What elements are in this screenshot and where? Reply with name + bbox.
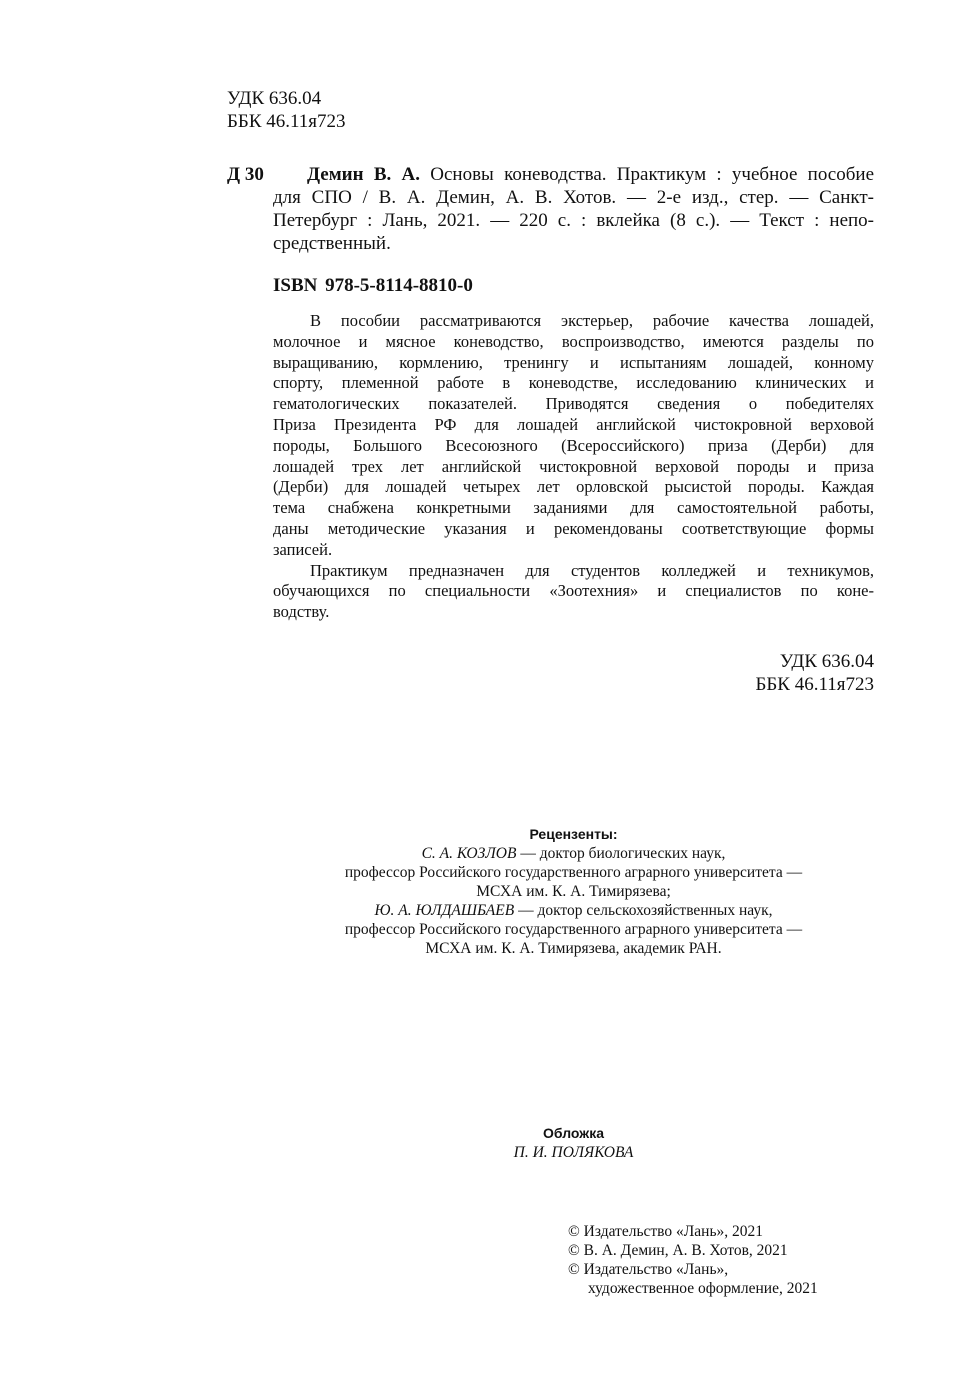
copyright-2: © В. А. Демин, А. В. Хотов, 2021	[568, 1242, 788, 1259]
reviewer-2-line-1	[273, 901, 874, 920]
abstract-line: тема снабжена конкретными заданиями для самостоятельной работы,	[273, 498, 874, 518]
cover-heading: Обложка	[543, 1125, 604, 1141]
reviewer-1-line-2: профессор Российского государственного аграрного университета —	[344, 864, 803, 881]
abstract-paragraph-2	[273, 561, 874, 623]
catalog-title: Основы коневодства. Практикум : учебное пособие	[430, 164, 875, 185]
catalog-author: Демин В. А.	[307, 164, 420, 185]
copyright-3: © Издательство «Лань»,	[568, 1261, 729, 1278]
udk-top: УДК 636.04	[227, 88, 322, 109]
isbn: ISBN 978-5-8114-8810-0	[273, 275, 473, 296]
abstract-line: лошадей трех лет английской чистокровной верховой породы и приза	[273, 456, 874, 476]
abstract-line: спорту, племенной работе в коневодстве, исследованию клинических и	[273, 373, 874, 393]
abstract-line: записей.	[273, 539, 333, 559]
abstract-line: Приза Президента РФ для лошадей английской чистокровной верховой	[273, 414, 874, 434]
catalog-line-1	[307, 163, 874, 186]
abstract-line: В пособии рассматриваются экстерьер, рабочие качества лошадей,	[310, 311, 874, 330]
abstract-line: даны методические указания и рекомендованы соответствующие формы	[273, 518, 874, 538]
reviewer-2-line-3: МСХА им. К. А. Тимирязева, академик РАН.	[425, 940, 722, 957]
udk-bbk-top	[227, 87, 527, 133]
catalog-entry-continued	[273, 186, 874, 255]
reviewers-block	[273, 825, 874, 958]
catalog-entry	[307, 163, 874, 186]
reviewer-1-line-3: МСХА им. К. А. Тимирязева;	[476, 883, 671, 900]
reviewers-heading: Рецензенты:	[529, 826, 618, 842]
bbk-bottom: ББК 46.11я723	[755, 674, 874, 695]
catalog-line-3: Петербург : Лань, 2021. — 220 с. : вклейка (8 с.). — Текст : непо-	[273, 210, 874, 231]
catalog-code: Д 30	[227, 164, 264, 185]
reviewer-2-name: Ю. А. ЮЛДАШБАЕВ	[374, 902, 515, 919]
abstract-line: породы, Большого Всесоюзного (Всероссийского) приза (Дерби) для	[273, 435, 874, 455]
copyright-1: © Издательство «Лань», 2021	[568, 1223, 764, 1240]
abstract-line: обучающихся по специальности «Зоотехния» и специалистов по коне-	[273, 581, 874, 601]
abstract-line: выращиванию, кормлению, тренингу и испытаниям лошадей, конному	[273, 352, 874, 372]
udk-bbk-bottom	[574, 650, 874, 696]
reviewer-1-line-1	[273, 844, 874, 863]
cover-block	[273, 1124, 874, 1162]
abstract-line: гематологических показателей. Приводятся сведения о победителях	[273, 394, 874, 414]
abstract-line: водству.	[273, 602, 330, 622]
abstract	[273, 311, 874, 623]
reviewer-2-line-2: профессор Российского государственного аграрного университета —	[344, 921, 803, 938]
cover-designer: П. И. ПОЛЯКОВА	[513, 1144, 634, 1161]
catalog-line-2: для СПО / В. А. Демин, А. В. Хотов. — 2-е изд., стер. — Санкт-	[273, 187, 874, 208]
catalog-line-4: средственный.	[273, 233, 391, 254]
copyright-block	[568, 1222, 874, 1298]
reviewer-1-name: С. А. КОЗЛОВ	[421, 845, 517, 862]
abstract-line: Практикум предназначен для студентов колледжей и техникумов,	[310, 560, 874, 580]
abstract-line: молочное и мясное коневодство, воспроизводство, имеются разделы по	[273, 331, 874, 351]
abstract-line: (Дерби) для лошадей четырех лет орловской рысистой породы. Каждая	[273, 477, 874, 497]
udk-bottom: УДК 636.04	[779, 651, 874, 672]
bbk-top: ББК 46.11я723	[227, 111, 346, 132]
abstract-paragraph-1	[273, 311, 874, 561]
copyright-4: художественное оформление, 2021	[588, 1280, 818, 1297]
reviewer-1-title: — доктор биологических наук,	[516, 845, 726, 862]
reviewer-2-title: — доктор сельскохозяйственных наук,	[514, 902, 773, 919]
